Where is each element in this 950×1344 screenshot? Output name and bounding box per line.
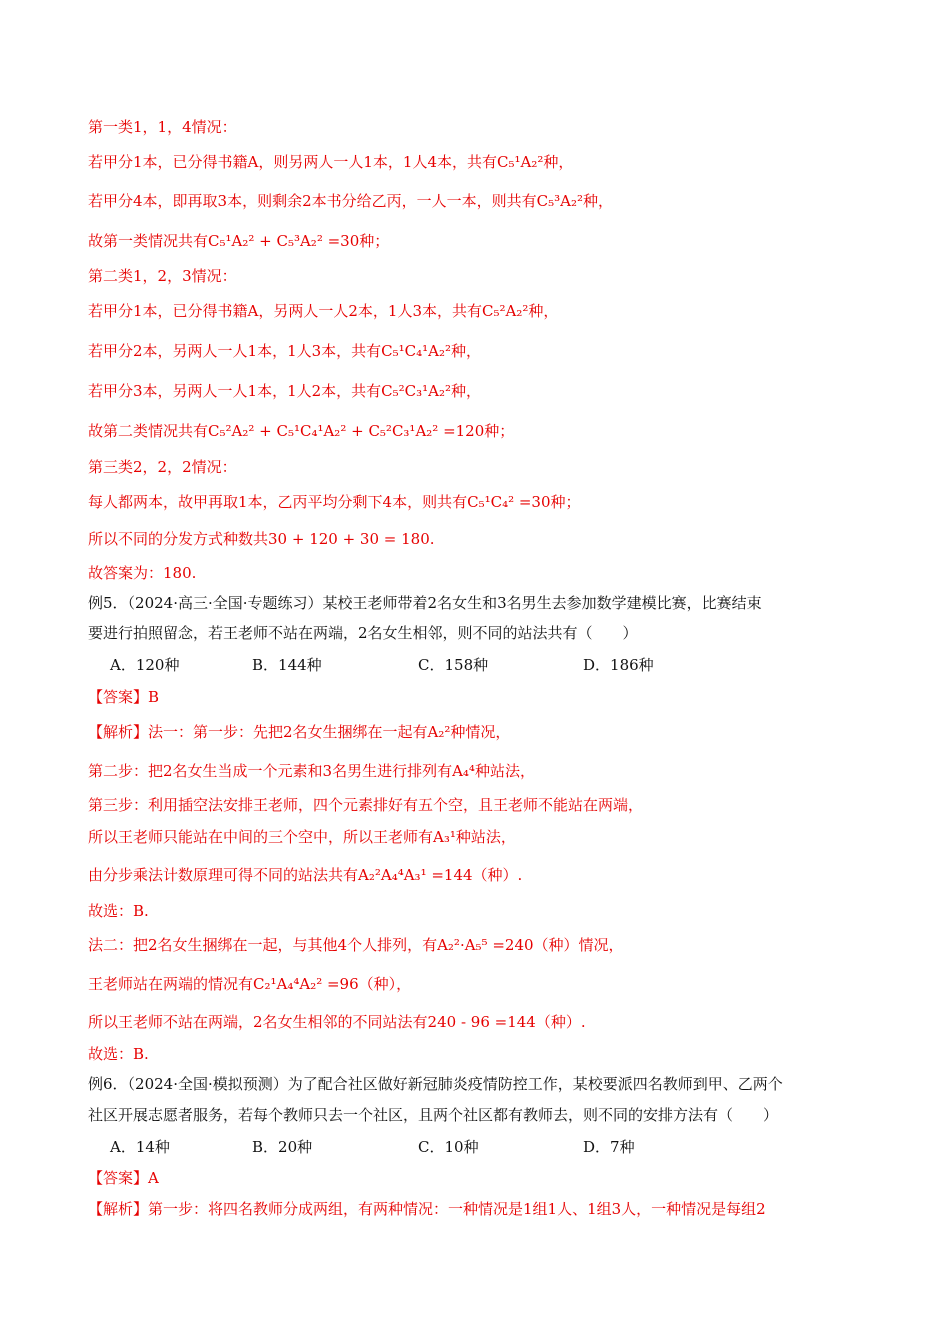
- option-b: B．144种: [252, 656, 322, 674]
- option-a: A．120种: [110, 656, 180, 674]
- solution-line: 第三步：利用插空法安排王老师，四个元素排好有五个空，且王老师不能站在两端，: [88, 796, 644, 814]
- option-c: C．158种: [418, 656, 489, 674]
- solution-line: 【解析】第一步：将四名教师分成两组，有两种情况：一种情况是1组1人、1组3人，一种情况是每组2: [88, 1200, 766, 1218]
- solution-line: 若甲分3本，另两人一人1本，1人2本，共有C₅²C₃¹A₂²种，: [88, 382, 482, 400]
- solution-line: 所以王老师不站在两端，2名女生相邻的不同站法有240 - 96 =144（种）.: [88, 1013, 586, 1031]
- question-text: 例6．（2024·全国·模拟预测）为了配合社区做好新冠肺炎疫情防控工作，某校要派四名教师到甲、乙两个: [88, 1075, 783, 1093]
- solution-line: 第二步：把2名女生当成一个元素和3名男生进行排列有A₄⁴种站法，: [88, 762, 535, 780]
- solution-line: 若甲分1本，已分得书籍A，另两人一人2本，1人3本，共有C₅²A₂²种，: [88, 302, 559, 320]
- solution-line: 若甲分2本，另两人一人1本，1人3本，共有C₅¹C₄¹A₂²种，: [88, 342, 482, 360]
- option-c: C．10种: [418, 1138, 479, 1156]
- option-b: B．20种: [252, 1138, 313, 1156]
- option-d: D．7种: [583, 1138, 635, 1156]
- answer-label: 【答案】B: [88, 688, 160, 706]
- final-answer: 故答案为：180.: [88, 564, 197, 582]
- question-text: 社区开展志愿者服务，若每个教师只去一个社区，且两个社区都有教师去，则不同的安排方法有（ ）: [88, 1106, 779, 1124]
- solution-line: 王老师站在两端的情况有C₂¹A₄⁴A₂² =96（种），: [88, 975, 412, 993]
- solution-line: 故选：B.: [88, 1045, 149, 1063]
- solution-line: 【解析】法一：第一步：先把2名女生捆绑在一起有A₂²种情况，: [88, 723, 511, 741]
- solution-line: 若甲分4本，即再取3本，则剩余2本书分给乙丙，一人一本，则共有C₅³A₂²种，: [88, 192, 613, 210]
- question-text: 要进行拍照留念，若王老师不站在两端，2名女生相邻，则不同的站法共有（ ）: [88, 624, 638, 642]
- solution-line: 每人都两本，故甲再取1本，乙丙平均分剩下4本，则共有C₅¹C₄² =30种；: [88, 493, 581, 511]
- solution-line: 故第一类情况共有C₅¹A₂² + C₅³A₂² =30种；: [88, 232, 390, 250]
- solution-line: 法二：把2名女生捆绑在一起，与其他4个人排列，有A₂²·A₅⁵ =240（种）情况，: [88, 936, 624, 954]
- answer-label: 【答案】A: [88, 1169, 159, 1187]
- solution-line: 由分步乘法计数原理可得不同的站法共有A₂²A₄⁴A₃¹ =144（种）.: [88, 866, 523, 884]
- option-a: A．14种: [110, 1138, 170, 1156]
- solution-line: 所以王老师只能站在中间的三个空中，所以王老师有A₃¹种站法，: [88, 828, 516, 846]
- solution-line: 所以不同的分发方式种数共30 + 120 + 30 = 180.: [88, 530, 435, 548]
- option-d: D．186种: [583, 656, 654, 674]
- solution-line: 第一类1，1，4情况：: [88, 118, 237, 136]
- solution-line: 故选：B.: [88, 902, 149, 920]
- question-text: 例5．（2024·高三·全国·专题练习）某校王老师带着2名女生和3名男生去参加数学建模比赛，比赛结束: [88, 594, 762, 612]
- solution-line: 第二类1，2，3情况：: [88, 267, 237, 285]
- solution-line: 第三类2，2，2情况：: [88, 458, 237, 476]
- solution-line: 故第二类情况共有C₅²A₂² + C₅¹C₄¹A₂² + C₅²C₃¹A₂² =120种；: [88, 422, 515, 440]
- solution-line: 若甲分1本，已分得书籍A，则另两人一人1本，1人4本，共有C₅¹A₂²种，: [88, 153, 574, 171]
